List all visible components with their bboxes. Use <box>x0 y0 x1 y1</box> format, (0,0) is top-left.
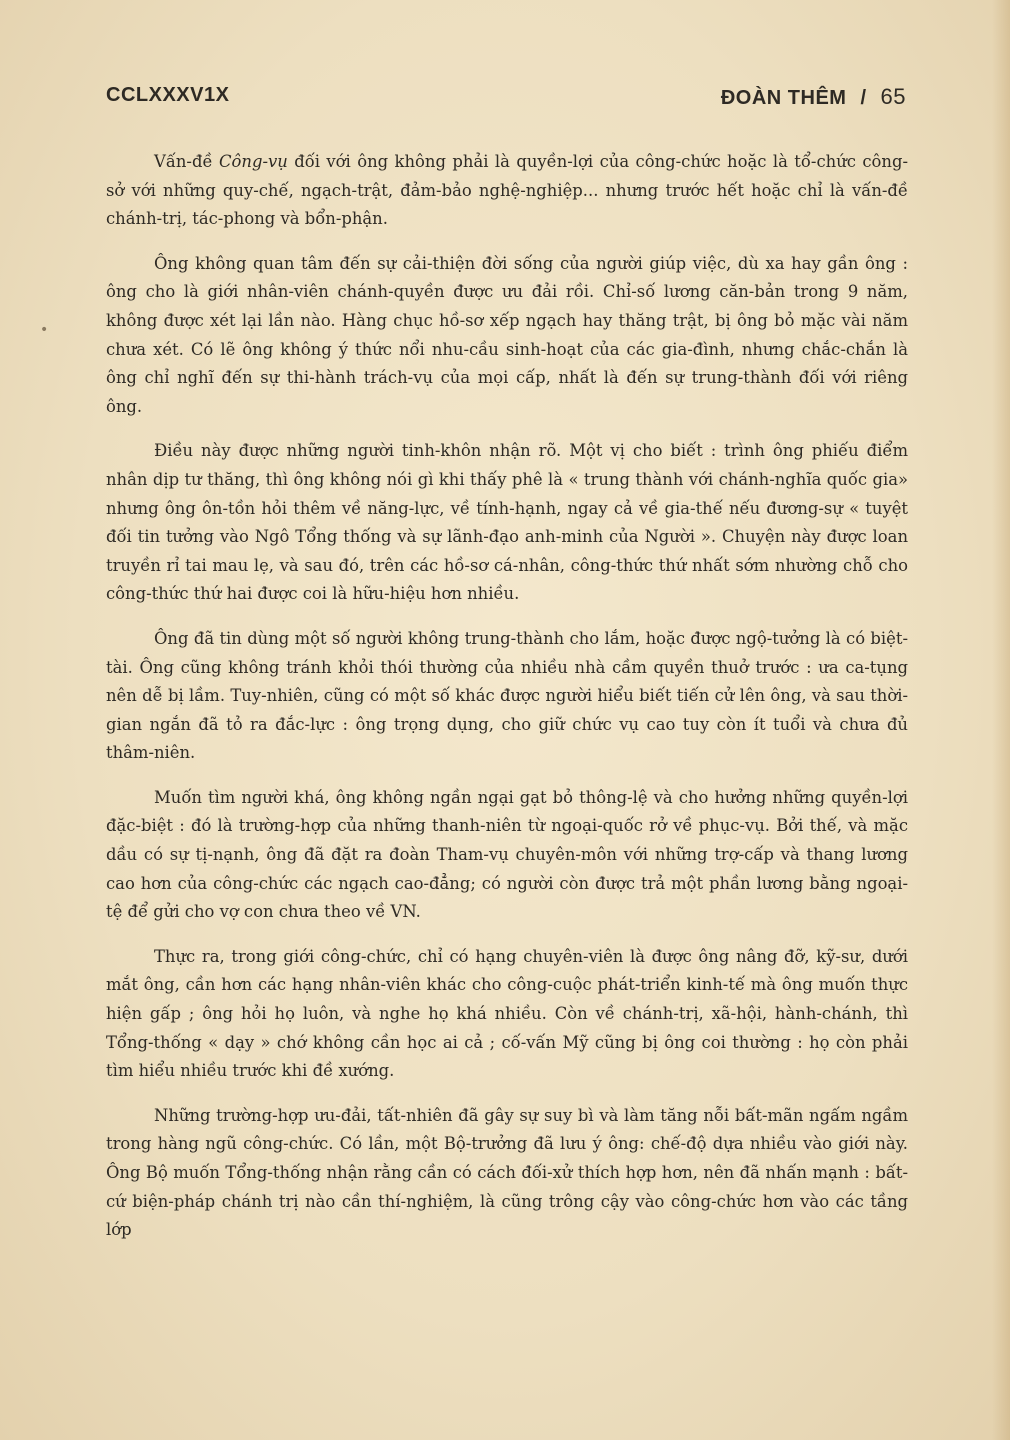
paragraph-2: Ông không quan tâm đến sự cải-thiện đời sống của người giúp việc, dù xa hay gần ông : ông cho là giới nhân-viên chánh-quyền được ưu đải rồi. Chỉ-số lương căn-bản trong 9 năm, không được xét lại lần nào. Hàng chục hồ-sơ xếp ngạch hay thăng trật, bị ông bỏ mặc vài năm chưa xét. Có lẽ ông không ý thức nổi nhu-cầu sinh-hoạt của các gia-đình, nhưng chắc-chắn là ông chỉ nghĩ đến sự thi-hành trách-vụ của mọi cấp, nhất là đến sự trung-thành đối với riêng ông. <box>106 253 908 416</box>
paragraph-4: Ông đã tin dùng một số người không trung-thành cho lắm, hoặc được ngộ-tưởng là có biệt-tài. Ông cũng không tránh khỏi thói thường của nhiều nhà cầm quyền thuở trước : ưa ca-tụng nên dễ bị lầm. Tuy-nhiên, cũng có một số khác được người hiểu biết tiến cử lên ông, và sau thời-gian ngắn đã tỏ ra đắc-lực : ông trọng dụng, cho giữ chức vụ cao tuy còn ít tuổi và chưa đủ thâm-niên. <box>106 628 908 763</box>
running-title: ĐOÀN THÊM <box>720 87 847 109</box>
paragraph-1 <box>106 148 908 234</box>
paragraph-3: Điều này được những người tinh-khôn nhận rõ. Một vị cho biết : trình ông phiếu điểm nhân dịp tư thăng, thì ông không nói gì khi thấy phê là « trung thành với chánh-nghĩa quốc gia» nhưng ông ôn-tồn hỏi thêm về năng-lực, về tính-hạnh, ngay cả về gia-thế nếu đương-sự « tuyệt đối tin tưởng vào Ngô Tổng thống và sự lãnh-đạo anh-minh của Người ». Chuyện này được loan truyền rỉ tai mau lẹ, và sau đó, trên các hồ-sơ cá-nhân, công-thức thứ nhất sớm nhường chỗ cho công-thức thứ hai được coi là hữu-hiệu hơn nhiều. <box>106 441 908 604</box>
running-header <box>106 84 906 116</box>
paragraph-1-lead: Vấn-đề <box>154 152 219 171</box>
running-head-left: CCLXXXV1X <box>106 84 230 106</box>
margin-dot: • <box>40 322 49 338</box>
paragraph-1-rest: đối với ông không phải là quyền-lợi của công-chức hoặc là tổ-chức công-sở với những quy-chế, ngạch-trật, đảm-bảo nghệ-nghiệp... nhưng trước hết hoặc chỉ là vấn-đề chánh-trị, tác-phong và bổn-phận. <box>106 152 908 229</box>
page-number: 65 <box>880 84 906 109</box>
running-head-right <box>721 84 906 110</box>
paragraph-7: Những trường-hợp ưu-đải, tất-nhiên đã gây sự suy bì và làm tăng nỗi bất-mãn ngấm ngầm trong hàng ngũ công-chức. Có lần, một Bộ-trưởng đã lưu ý ông: chế-độ dựa nhiều vào giới này. Ông Bộ muốn Tổng-thống nhận rằng cần có cách đối-xử thích hợp hơn, nên đã nhấn mạnh : bất-cứ biện-pháp chánh trị nào cần thí-nghiệm, là cũng trông cậy vào công-chức hơn vào các tầng lớp <box>106 1105 908 1240</box>
header-separator: / <box>860 87 867 109</box>
paragraph-1-italic-term: Công-vụ <box>218 152 288 171</box>
page-edge-shadow <box>992 0 1010 1440</box>
paragraph-5: Muốn tìm người khá, ông không ngần ngại gạt bỏ thông-lệ và cho hưởng những quyền-lợi đặc-biệt : đó là trường-hợp của những thanh-niên từ ngoại-quốc rở về phục-vụ. Bởi thế, và mặc dầu có sự tị-nạnh, ông đã đặt ra đoàn Tham-vụ chuyên-môn với những trợ-cấp và thang lương cao hơn của công-chức các ngạch cao-đẳng; có người còn được trả một phần lương bằng ngoại-tệ để gửi cho vợ con chưa theo về VN. <box>106 787 908 922</box>
paragraph-6: Thực ra, trong giới công-chức, chỉ có hạng chuyên-viên là được ông nâng đỡ, kỹ-sư, dưới mắt ông, cần hơn các hạng nhân-viên khác cho công-cuộc phát-triển kinh-tế mà ông muốn thực hiện gấp ; ông hỏi họ luôn, và nghe họ khá nhiều. Còn về chánh-trị, xã-hội, hành-chánh, thì Tổng-thống « dạy » chớ không cần học ai cả ; cố-vấn Mỹ cũng bị ông coi thường : họ còn phải tìm hiểu nhiều trước khi đề xướng. <box>106 946 908 1081</box>
body-text <box>106 148 908 1261</box>
